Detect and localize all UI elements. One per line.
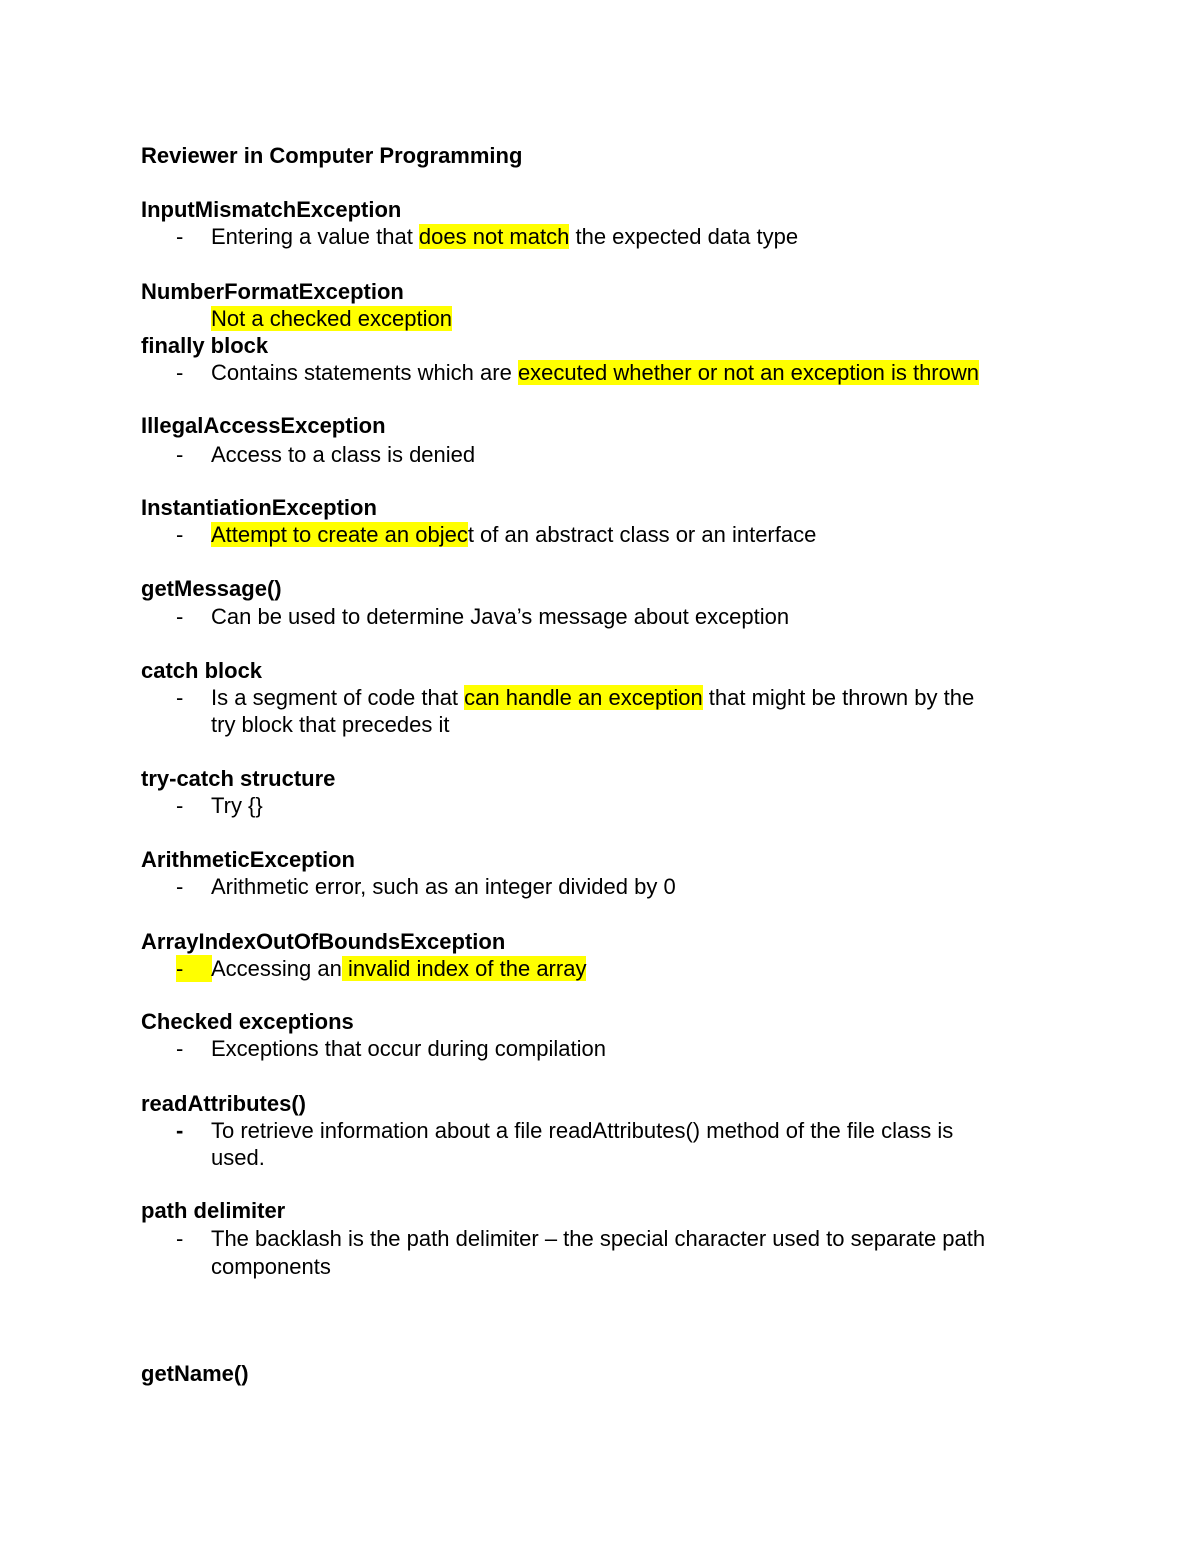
definition-line — [211, 441, 475, 468]
highlighted-segment: executed whether or not an exception is thrown — [517, 360, 979, 385]
text-segment: try block that precedes it — [211, 712, 450, 737]
definition-line-continued — [211, 1253, 331, 1280]
term-heading: Checked exceptions — [141, 1009, 354, 1034]
definition-line — [211, 873, 676, 900]
bullet-dash: - — [176, 604, 184, 629]
text-segment: Entering a value that — [211, 224, 419, 249]
bullet-dash: - — [176, 793, 184, 818]
term-heading: getMessage() — [141, 576, 282, 601]
definition-line — [211, 1117, 953, 1144]
definition-line — [211, 305, 452, 332]
highlighted-segment: Not a checked exception — [211, 306, 452, 331]
definition-line-continued — [211, 711, 449, 738]
definition-line — [211, 955, 586, 982]
term-heading: getName() — [141, 1361, 249, 1386]
term-heading: IllegalAccessException — [141, 413, 386, 438]
term-heading: try-catch structure — [141, 766, 336, 791]
text-segment: components — [211, 1254, 331, 1279]
term-heading: ArrayIndexOutOfBoundsException — [141, 929, 506, 954]
definition-line-continued — [211, 1144, 265, 1171]
definition-line — [211, 223, 798, 250]
text-segment: that might be thrown by the — [702, 685, 975, 710]
definition-line — [211, 521, 816, 548]
highlighted-segment: Attempt to create an objec — [211, 522, 468, 547]
highlighted-segment: invalid index of the array — [341, 956, 587, 981]
bullet-dash: - — [176, 360, 184, 385]
definition-line — [211, 792, 263, 819]
term-heading: InputMismatchException — [141, 197, 402, 222]
term-heading: finally block — [141, 333, 269, 358]
text-segment: Is a segment of code that — [211, 685, 465, 710]
document-title: Reviewer in Computer Programming — [141, 143, 523, 168]
bullet-dash: - — [176, 224, 184, 249]
text-segment: Access to a class is denied — [211, 442, 476, 467]
term-heading: path delimiter — [141, 1198, 286, 1223]
highlighted-segment: does not match — [418, 224, 570, 249]
definition-line — [211, 684, 974, 711]
text-segment: the expected data type — [569, 224, 799, 249]
definition-line — [211, 603, 789, 630]
text-segment: t of an abstract class or an interface — [467, 522, 817, 547]
text-segment: The backlash is the path delimiter – the special character used to separate path — [211, 1226, 986, 1251]
text-segment: Contains statements which are — [211, 360, 518, 385]
text-segment: Accessing an — [211, 956, 342, 981]
bullet-dash: - — [176, 1036, 184, 1061]
term-heading: NumberFormatException — [141, 279, 404, 304]
bullet-dash: - — [176, 685, 184, 710]
bullet-dash: - — [176, 874, 184, 899]
bullet-dash: - — [176, 1118, 184, 1143]
text-segment: Arithmetic error, such as an integer divided by 0 — [211, 874, 676, 899]
text-segment: Can be used to determine Java’s message about exception — [211, 604, 790, 629]
bullet-dash-highlighted: - — [176, 955, 212, 982]
term-heading: ArithmeticException — [141, 847, 355, 872]
bullet-dash: - — [176, 522, 184, 547]
definition-line — [211, 359, 979, 386]
highlighted-segment: can handle an exception — [464, 685, 703, 710]
text-segment: To retrieve information about a file readAttributes() method of the file class is — [211, 1118, 954, 1143]
bullet-dash: - — [176, 442, 184, 467]
definition-line — [211, 1035, 606, 1062]
text-segment: used. — [211, 1145, 265, 1170]
term-heading: readAttributes() — [141, 1091, 307, 1116]
definition-line — [211, 1225, 985, 1252]
term-heading: catch block — [141, 658, 263, 683]
bullet-dash: - — [176, 1226, 184, 1251]
term-heading: InstantiationException — [141, 495, 377, 520]
text-segment: Try {} — [211, 793, 263, 818]
text-segment: Exceptions that occur during compilation — [211, 1036, 606, 1061]
